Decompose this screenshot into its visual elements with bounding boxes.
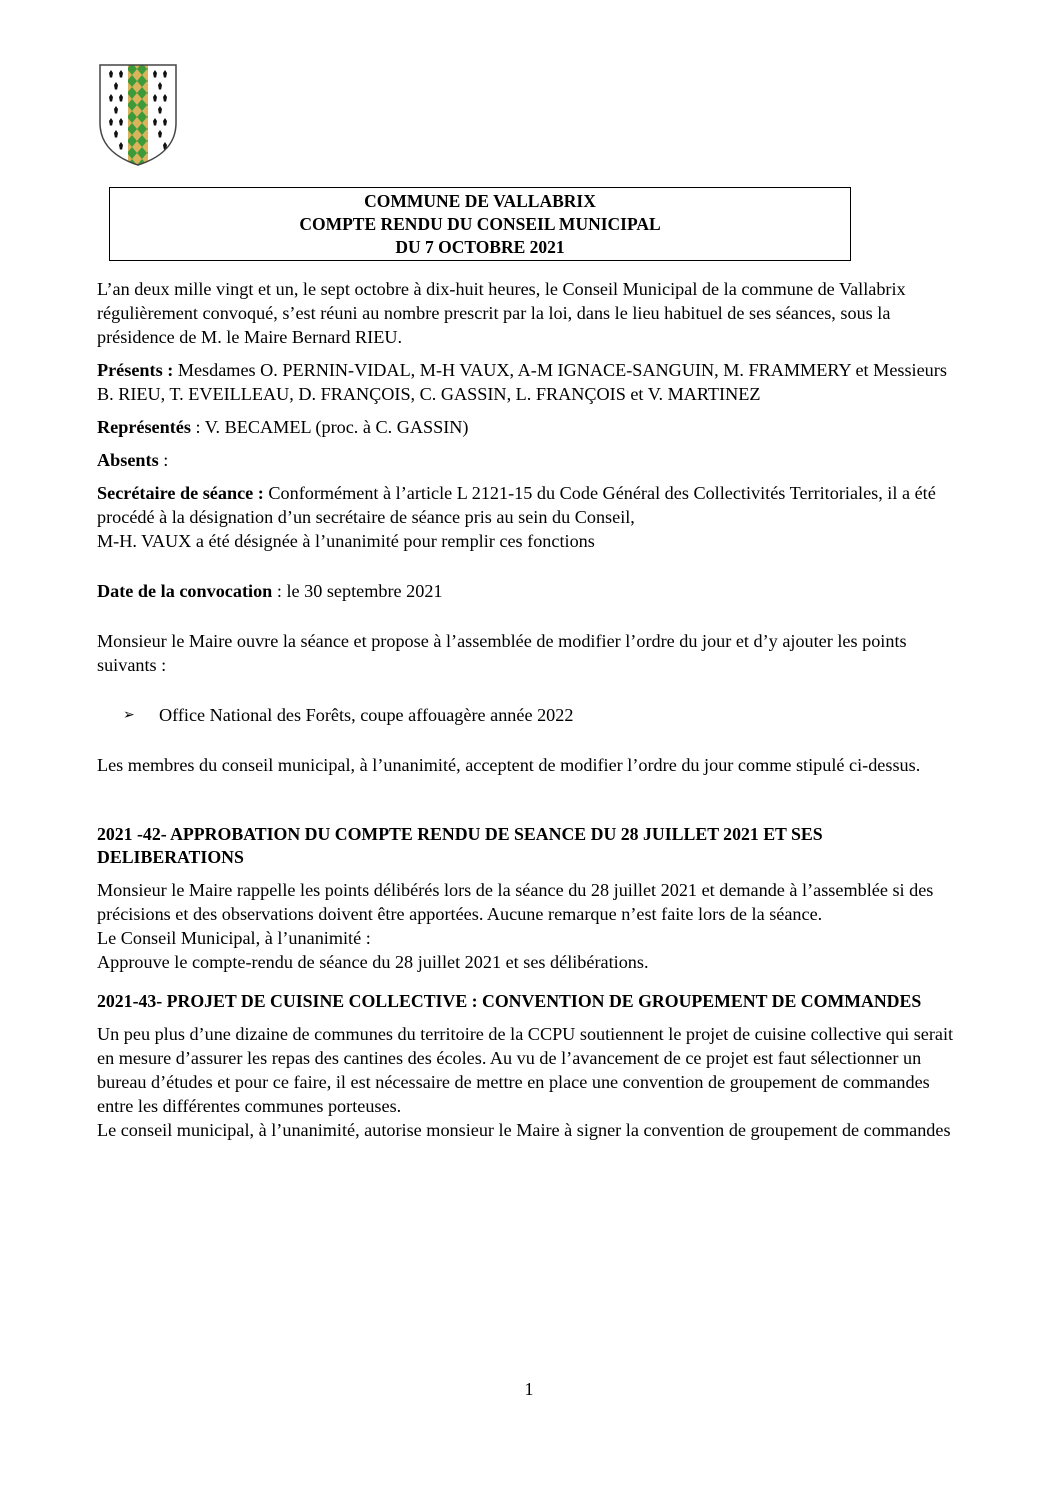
secretaire-text: Conformément à l’article L 2121-15 du Code Général des Collectivités Territoriales, il a été procédé à la désignation d’un secrétaire de séance pris au sein du Conseil, [97, 483, 936, 527]
section-42-decision: Approuve le compte-rendu de séance du 28 juillet 2021 et ses délibérations. [97, 952, 649, 972]
absents-label: Absents [97, 450, 159, 470]
absents-paragraph [97, 448, 967, 472]
list-item-text: Office National des Forêts, coupe affouagère année 2022 [159, 705, 574, 725]
section-43-paragraph: Un peu plus d’une dizaine de communes du territoire de la CCPU soutiennent le projet de cuisine collective qui serait en mesure d’assurer les repas des cantines des écoles. Au vu de l’avancement de ce projet est faut sélectionner un bureau d’études et pour ce faire, il est nécessaire de mettre en place une convention de groupement de commandes entre les différentes communes porteuses. [97, 1024, 954, 1116]
document-body [97, 277, 967, 1142]
convocation-text: : le 30 septembre 2021 [272, 581, 443, 601]
presents-text: Mesdames O. PERNIN-VIDAL, M-H VAUX, A-M IGNACE-SANGUIN, M. FRAMMERY et Messieurs B. RIEU, T. EVEILLEAU, D. FRANÇOIS, C. GASSIN, L. FRANÇOIS et V. MARTINEZ [97, 360, 947, 404]
convocation-label: Date de la convocation [97, 581, 273, 601]
coat-of-arms-icon [97, 63, 179, 167]
section-43-decision: Le conseil municipal, à l’unanimité, autorise monsieur le Maire à signer la convention de groupement de commandes [97, 1120, 951, 1140]
list-item [123, 703, 967, 727]
title-date: DU 7 OCTOBRE 2021 [395, 236, 565, 257]
title-compte-rendu: COMPTE RENDU DU CONSEIL MUNICIPAL [299, 213, 661, 234]
section-42-paragraph: Monsieur le Maire rappelle les points délibérés lors de la séance du 28 juillet 2021 et demande à l’assemblée si des précisions et des observations doivent être apportées. Aucune remarque n’est faite lors de la séance. [97, 880, 934, 924]
representes-text: : V. BECAMEL (proc. à C. GASSIN) [190, 417, 469, 437]
acceptation-paragraph: Les membres du conseil municipal, à l’unanimité, acceptent de modifier l’ordre du jour comme stipulé ci-dessus. [97, 755, 921, 775]
presents-paragraph [97, 358, 967, 406]
secretaire-label: Secrétaire de séance : [97, 483, 264, 503]
representes-paragraph [97, 415, 967, 439]
intro-paragraph: L’an deux mille vingt et un, le sept octobre à dix-huit heures, le Conseil Municipal de la commune de Vallabrix régulièrement convoqué, s’est réuni au nombre prescrit par la loi, dans le lieu habituel de ses séances, sous la présidence de M. le Maire Bernard RIEU. [97, 279, 906, 347]
presents-label: Présents : [97, 360, 174, 380]
title-commune: COMMUNE DE VALLABRIX [364, 190, 596, 211]
title-box [109, 187, 851, 261]
secretaire-designation: M-H. VAUX a été désignée à l’unanimité pour remplir ces fonctions [97, 531, 595, 551]
ordre-du-jour-paragraph: Monsieur le Maire ouvre la séance et propose à l’assemblée de modifier l’ordre du jour et d’y ajouter les points suivants : [97, 631, 907, 675]
section-heading-42: 2021 -42- APPROBATION DU COMPTE RENDU DE SEANCE DU 28 JUILLET 2021 ET SES DELIBERATIONS [97, 824, 823, 867]
secretaire-paragraph [97, 481, 967, 553]
absents-text: : [158, 450, 169, 470]
arrow-bullet-icon: ➢ [123, 707, 135, 723]
section-heading-43: 2021-43- PROJET DE CUISINE COLLECTIVE : CONVENTION DE GROUPEMENT DE COMMANDES [97, 991, 922, 1011]
representes-label: Représentés [97, 417, 191, 437]
convocation-paragraph [97, 579, 967, 603]
page-number: 1 [524, 1379, 534, 1399]
section-42-vote: Le Conseil Municipal, à l’unanimité : [97, 928, 371, 948]
